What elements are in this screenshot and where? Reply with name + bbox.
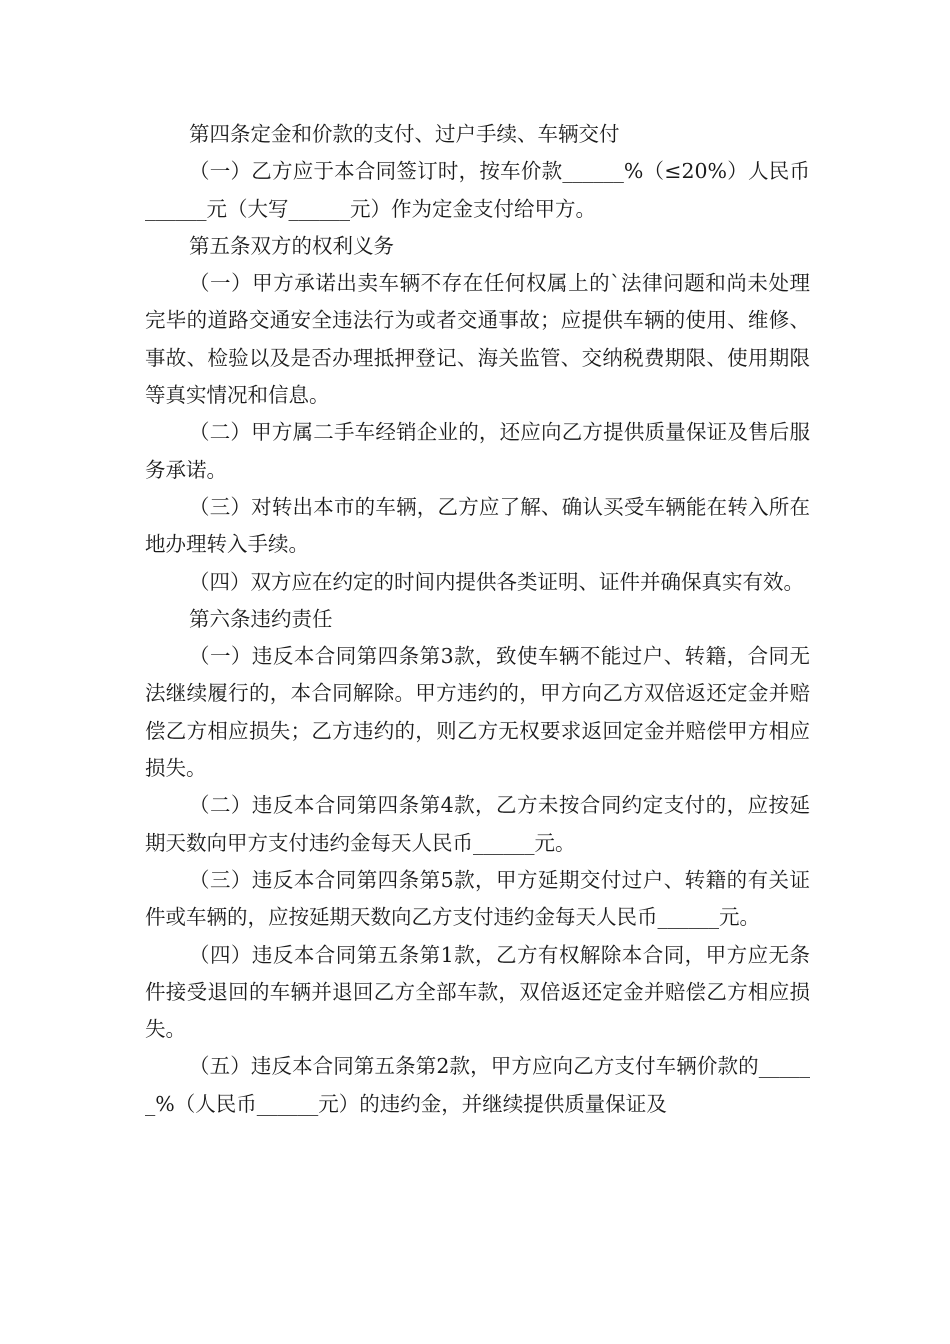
clause-5-2: （二）甲方属二手车经销企业的，还应向乙方提供质量保证及售后服务承诺。 bbox=[145, 420, 810, 482]
clause-4-1: （一）乙方应于本合同签订时，按车价款______%（≤20%）人民币______元（大写______元）作为定金支付给甲方。 bbox=[145, 159, 810, 221]
clause-6-3: （三）违反本合同第四条第5款，甲方延期交付过户、转籍的有关证件或车辆的，应按延期天数向乙方支付违约金每天人民币______元。 bbox=[145, 867, 810, 930]
section-heading-article-4: 第四条定金和价款的支付、过户手续、车辆交付 bbox=[189, 122, 620, 146]
clause-5-4: （四）双方应在约定的时间内提供各类证明、证件并确保真实有效。 bbox=[189, 569, 804, 594]
clause-6-2: （二）违反本合同第四条第4款，乙方未按合同约定支付的，应按延期天数向甲方支付违约金每天人民币______元。 bbox=[145, 793, 810, 855]
clause-6-1: （一）违反本合同第四条第3款，致使车辆不能过户、转籍，合同无法继续履行的，本合同解除。甲方违约的，甲方向乙方双倍返还定金并赔偿乙方相应损失；乙方违约的，则乙方无权要求返回定金并赔偿甲方相应损失。 bbox=[145, 644, 810, 781]
section-heading-article-5: 第五条双方的权利义务 bbox=[189, 233, 394, 258]
clause-5-1: （一）甲方承诺出卖车辆不存在任何权属上的`法律问题和尚未处理完毕的道路交通安全违法行为或者交通事故；应提供车辆的使用、维修、事故、检验以及是否办理抵押登记、海关监管、交纳税费期限、使用期限等真实情况和信息。 bbox=[145, 271, 810, 408]
clause-5-3: （三）对转出本市的车辆，乙方应了解、确认买受车辆能在转入所在地办理转入手续。 bbox=[145, 494, 810, 557]
clause-6-5: （五）违反本合同第五条第2款，甲方应向乙方支付车辆价款的______%（人民币______元）的违约金，并继续提供质量保证及 bbox=[145, 1054, 810, 1116]
clause-6-4: （四）违反本合同第五条第1款，乙方有权解除本合同，甲方应无条件接受退回的车辆并退回乙方全部车款，双倍返还定金并赔偿乙方相应损失。 bbox=[145, 942, 810, 1042]
document-body bbox=[145, 116, 810, 1123]
section-heading-article-6: 第六条违约责任 bbox=[189, 606, 333, 631]
